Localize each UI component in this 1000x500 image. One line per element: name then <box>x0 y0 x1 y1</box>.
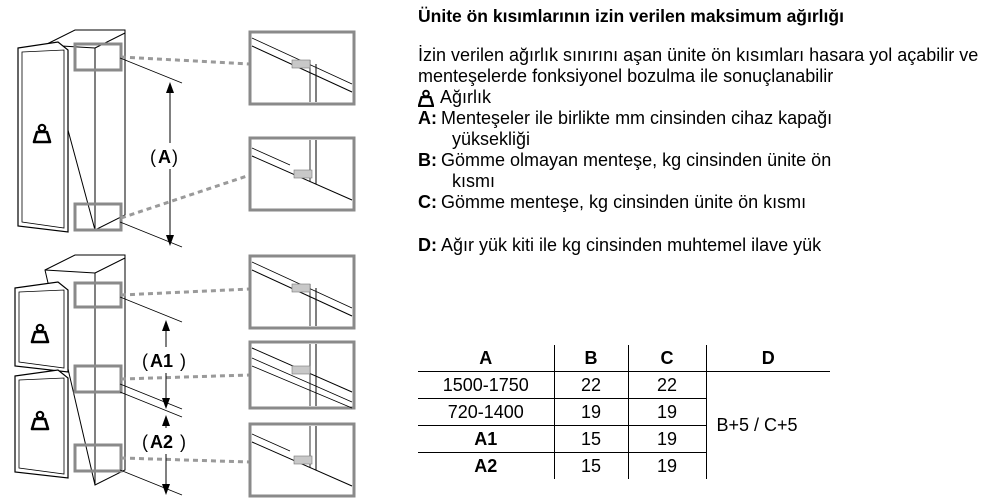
cell-c: 19 <box>628 399 706 426</box>
weight-icon <box>418 87 440 108</box>
cell-c: 22 <box>628 372 706 399</box>
cell-c: 19 <box>628 453 706 480</box>
legend-key-a: A: <box>418 108 437 128</box>
weight-table <box>418 345 830 479</box>
legend-text-a: Menteşeler ile birlikte mm cinsinden cihaz kapağı <box>441 108 833 128</box>
dimension-label-a: A <box>158 147 171 167</box>
svg-text:): ) <box>172 147 178 167</box>
table-header-row <box>418 345 830 372</box>
legend-weight-text: Ağırlık <box>440 87 492 107</box>
table-row <box>418 372 830 399</box>
table-header-a: A <box>418 345 554 372</box>
text-panel <box>418 6 993 256</box>
legend-text-c: Gömme menteşe, kg cinsinden ünite ön kısmı <box>441 192 807 212</box>
legend-text-b: Gömme olmayan menteşe, kg cinsinden ünite ön <box>441 150 832 170</box>
legend-key-c: C: <box>418 192 437 212</box>
cell-a: A2 <box>418 453 554 480</box>
cell-c: 19 <box>628 426 706 453</box>
legend-text-a-cont: yüksekliği <box>452 129 531 149</box>
cell-b: 15 <box>554 453 628 480</box>
cell-b: 19 <box>554 399 628 426</box>
dimension-label-a2: A2 <box>150 432 174 452</box>
cell-d-merged: B+5 / C+5 <box>716 415 798 435</box>
legend-item-c <box>418 192 993 213</box>
table-header-b: B <box>554 345 628 372</box>
dimension-label-a1: A1 <box>150 351 174 371</box>
single-door-figure <box>18 30 250 247</box>
cell-b: 22 <box>554 372 628 399</box>
legend-key-b: B: <box>418 150 437 170</box>
hinge-detail-lower-bottom <box>250 424 354 496</box>
legend-key-d: D: <box>418 235 437 255</box>
double-door-figure <box>15 255 250 495</box>
hinge-detail-lower-top <box>250 256 354 328</box>
hinge-detail-top <box>250 32 354 104</box>
cell-a: 720-1400 <box>418 399 554 426</box>
legend-item-d <box>418 235 993 256</box>
legend <box>418 87 993 256</box>
legend-text-d: Ağır yük kiti ile kg cinsinden muhtemel ilave yük <box>441 235 822 255</box>
svg-text:(: ( <box>142 351 148 371</box>
cell-b: 15 <box>554 426 628 453</box>
svg-text:(: ( <box>142 432 148 452</box>
page-title: Ünite ön kısımlarının izin verilen maksimum ağırlığı <box>418 6 844 26</box>
legend-item-weight <box>418 87 993 108</box>
table-header-d: D <box>706 345 830 372</box>
cell-a: 1500-1750 <box>418 372 554 399</box>
svg-text:): ) <box>180 351 186 371</box>
legend-item-b <box>418 150 993 171</box>
legend-text-b-cont: kısmı <box>452 171 495 191</box>
svg-text:): ) <box>180 432 186 452</box>
legend-item-a <box>418 108 993 129</box>
description-text: İzin verilen ağırlık sınırını aşan ünite ön kısımları hasara yol açabilir ve menteşelerde fonksiyonel bozulma ile sonuçlanabilir <box>418 45 979 86</box>
svg-text:(: ( <box>150 147 156 167</box>
hinge-illustration <box>0 0 400 500</box>
table-header-c: C <box>628 345 706 372</box>
cell-a: A1 <box>418 426 554 453</box>
hinge-detail-lower-middle <box>250 342 354 408</box>
hinge-detail-bottom <box>250 138 354 210</box>
